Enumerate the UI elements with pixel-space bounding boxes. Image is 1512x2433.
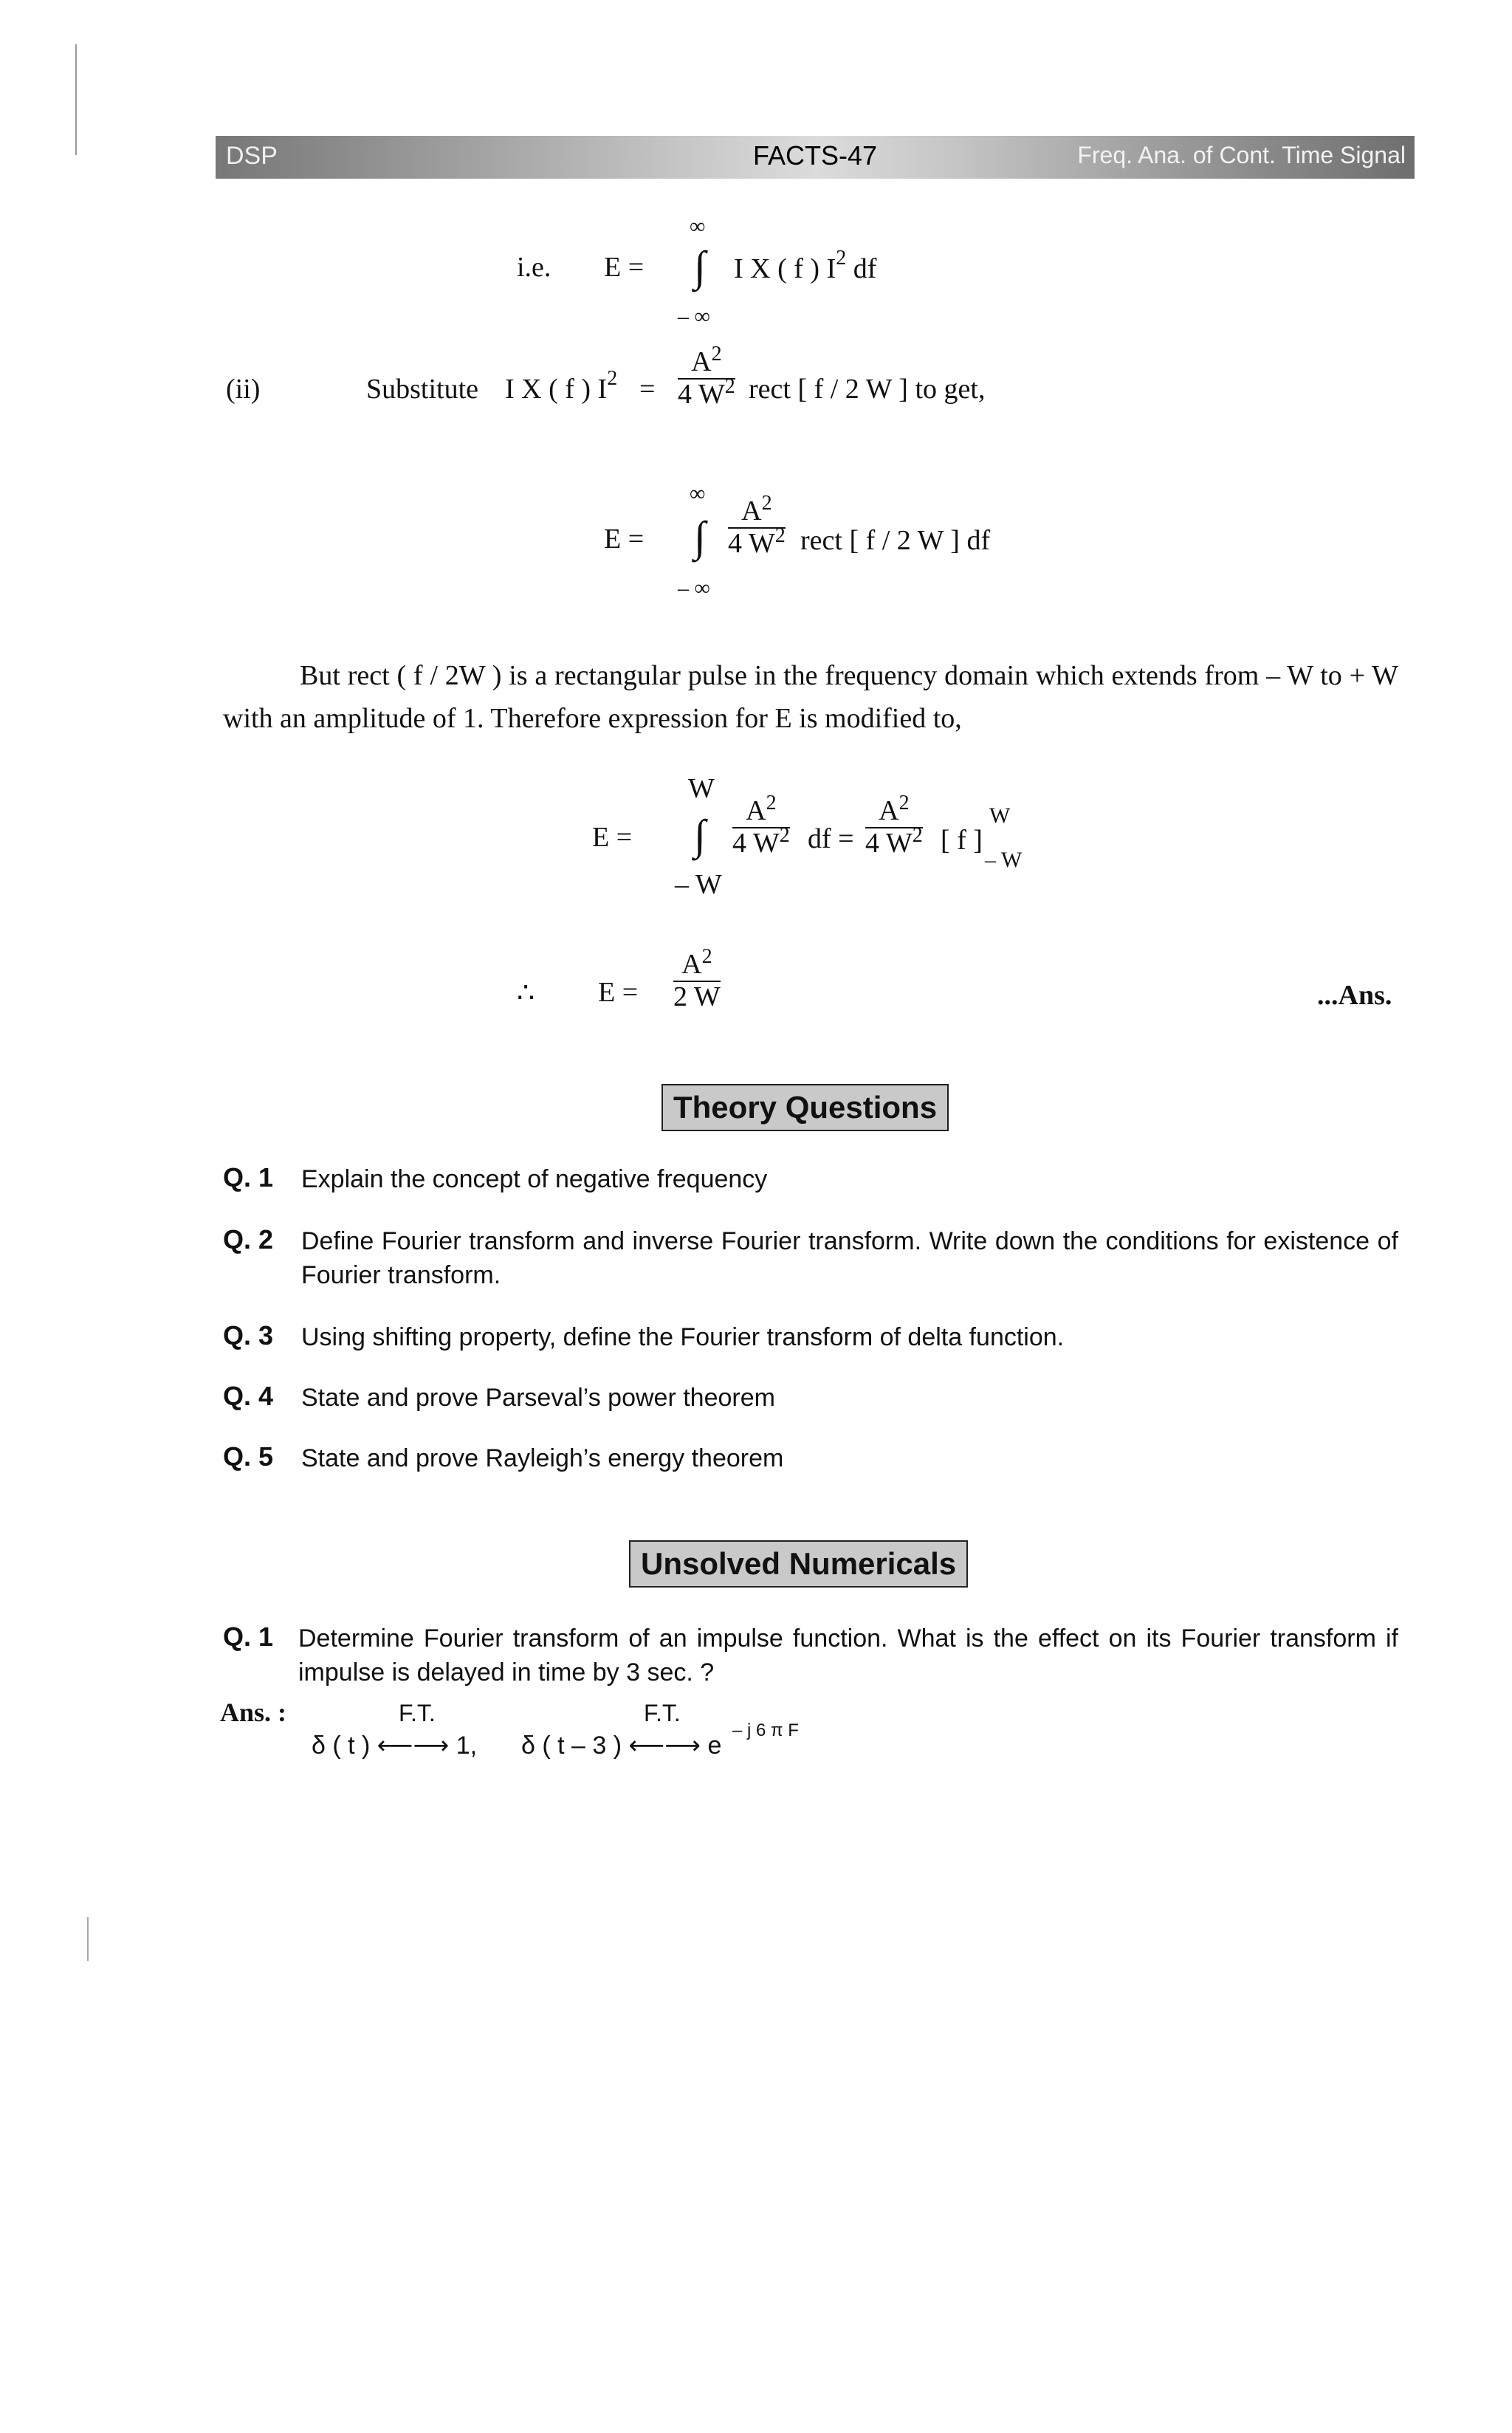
question-label: Q. 3 [223,1320,274,1351]
eq3-fraction [728,492,786,560]
eq4-limit-lower: – W [985,848,1023,872]
question-label: Q. 1 [223,1622,274,1652]
eq1-df: df [853,253,877,284]
answer-expression-1: δ ( t ) ⟵⟶ 1, [312,1732,478,1760]
therefore-symbol: ∴ [517,978,535,1009]
eq2-num: A [691,346,712,377]
question-text: State and prove Parseval’s power theorem [301,1384,775,1412]
header-chapter-title: Freq. Ana. of Cont. Time Signal [1077,142,1406,168]
integral-sign: ∫ [694,242,706,290]
ft-label-2: F.T. [644,1700,681,1726]
eq5-den: 2 W [673,981,721,1012]
question-text: Define Fourier transform and inverse Fourier transform. Write down the conditions for existence of Fourier transform. [301,1227,1398,1289]
eq4-bracket: [ f ] [941,825,983,856]
eq2-lhs-text: I X ( f ) I [505,374,608,405]
header-page-number: FACTS-47 [752,140,878,171]
eq4-fraction-1 [732,792,790,859]
header-left-label: DSP [226,142,278,170]
ft-label-1: F.T. [399,1700,436,1726]
eq3-den-power: 2 [774,524,786,547]
eq1-lhs: E = [604,252,645,283]
body-paragraph: But rect ( f / 2W ) is a rectangular pulse in the frequency domain which extends from – W to + W with an amplitude of 1. Therefore expression for E is modified to, [223,660,1398,734]
eq4-num-power: 2 [766,792,777,814]
eq5-num: A [681,949,702,980]
eq2-lhs-power: 2 [607,367,618,390]
eq2-label: (ii) [226,374,261,405]
scan-artifact-line [87,1917,89,1961]
eq1-integrand-text: I X ( f ) I [734,253,836,284]
eq1-upper-limit: ∞ [690,214,706,239]
eq2-lhs [505,367,618,405]
eq2-equals: = [639,374,656,405]
eq4-num: A [746,795,766,826]
eq3-den: 4 W [728,527,775,559]
eq3-num: A [741,495,762,526]
integral-sign: ∫ [694,811,706,859]
question-label: Q. 4 [223,1381,274,1411]
eq4-lhs: E = [592,822,633,853]
eq1-power: 2 [836,247,847,270]
eq1-lower-limit: – ∞ [678,304,710,329]
eq3-lower-limit: – ∞ [678,576,710,600]
eq3-lhs: E = [604,524,645,555]
eq2-num-power: 2 [711,343,722,366]
question-label: Q. 2 [223,1224,274,1255]
page-header-bar [216,136,1415,179]
question-text: Explain the concept of negative frequency [301,1165,768,1193]
eq3-tail: rect [ f / 2 W ] df [800,525,991,556]
eq4-limit-upper: W [989,803,1011,828]
eq4-num2: A [879,795,899,826]
eq4-df: df = [808,823,854,854]
ans-marker: ...Ans. [1317,980,1392,1011]
eq2-tail: rect [ f / 2 W ] to get, [749,374,986,405]
eq2-den: 4 W [678,378,725,410]
answer-expression-2: δ ( t – 3 ) ⟵⟶ e [521,1732,722,1760]
question-text: Using shifting property, define the Fourier transform of delta function. [301,1323,1065,1351]
eq2-den-power: 2 [724,374,735,398]
eq5-fraction [673,945,721,1013]
eq4-upper-limit: W [688,773,715,804]
answer-exponent: – j 6 π F [732,1720,799,1740]
eq1-ie: i.e. [517,252,551,283]
eq4-den-power: 2 [779,823,790,847]
eq5-lhs: E = [598,977,639,1008]
question-label: Q. 5 [223,1441,274,1472]
eq2-fraction [678,343,735,411]
question-text: Determine Fourier transform of an impulse function. What is the effect on its Fourier transform if impulse is delayed in time by 3 sec. ? [298,1624,1398,1686]
eq2-substitute: Substitute [366,374,479,405]
eq5-num-power: 2 [701,945,712,968]
eq3-upper-limit: ∞ [690,481,706,506]
question-text: State and prove Rayleigh’s energy theorem [301,1444,784,1472]
answer-label: Ans. : [220,1698,287,1727]
question-label: Q. 1 [223,1162,274,1193]
eq4-den2: 4 W [865,827,913,859]
eq4-den: 4 W [732,827,780,859]
eq1-integrand [734,247,877,285]
eq3-num-power: 2 [761,492,772,515]
unsolved-numericals-heading: Unsolved Numericals [629,1540,968,1588]
integral-sign: ∫ [694,512,706,560]
scan-artifact-line [75,44,77,155]
eq4-lower-limit: – W [675,869,722,900]
eq4-fraction-2: $\frac{A^2}{4 W^2}$ [865,792,923,859]
theory-questions-heading: Theory Questions [662,1084,949,1131]
